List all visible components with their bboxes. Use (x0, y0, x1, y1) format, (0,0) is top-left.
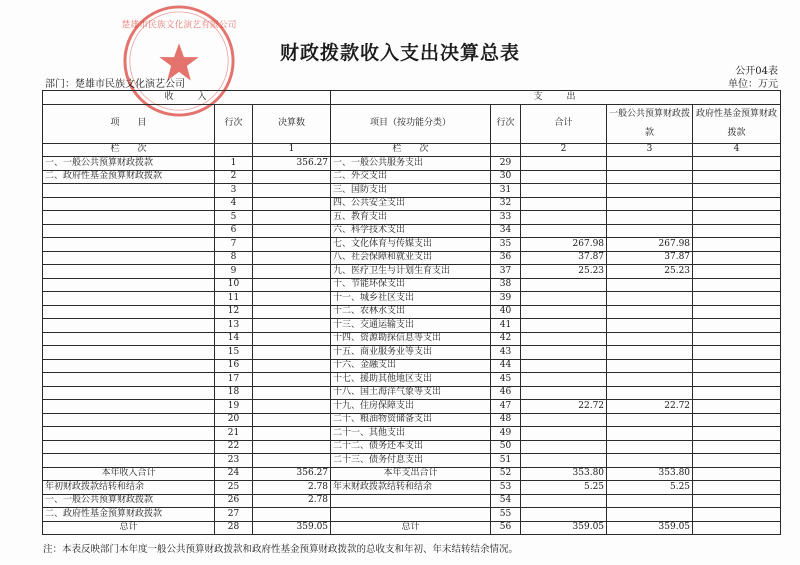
income-line-cell: 26 (215, 494, 253, 508)
expense-item-cell: 二十三、债务付息支出 (331, 454, 491, 468)
income-line-cell: 4 (215, 197, 253, 211)
expense-total-cell: 359.05 (521, 521, 607, 535)
table-row (43, 427, 781, 441)
income-item-cell: 一、一般公共预算财政拨款 (43, 157, 215, 171)
income-item-cell: 总计 (43, 521, 215, 535)
fund-budget-cell (693, 319, 781, 333)
footnote: 注：本表反映部门本年度一般公共预算财政拨款和政府性基金预算财政拨款的总收支和年初、年末结转结余情况。 (43, 544, 519, 555)
expense-item-cell: 总计 (331, 521, 491, 535)
expense-total-cell (521, 508, 607, 522)
general-budget-cell (607, 413, 693, 427)
expense-item-cell: 三、国防支出 (331, 184, 491, 198)
table-row (43, 211, 781, 225)
table-row (43, 521, 781, 535)
general-budget-cell: 25.23 (607, 265, 693, 279)
col-index-3: 3 (607, 143, 693, 157)
expense-line-cell: 44 (491, 359, 521, 373)
expense-total-cell: 22.72 (521, 400, 607, 414)
income-line-cell: 23 (215, 454, 253, 468)
col-index-1: 1 (253, 143, 331, 157)
expense-total-cell (521, 440, 607, 454)
budget-table (42, 90, 781, 535)
fund-budget-cell (693, 386, 781, 400)
expense-line-cell: 42 (491, 332, 521, 346)
general-budget-cell (607, 170, 693, 184)
income-amount-cell: 356.27 (253, 467, 331, 481)
item-func-header: 项目（按功能分类） (331, 104, 491, 143)
income-item-cell (43, 346, 215, 360)
income-amount-cell: 2.78 (253, 494, 331, 508)
expense-total-cell (521, 224, 607, 238)
expense-item-cell: 二十二、债务还本支出 (331, 440, 491, 454)
general-budget-cell (607, 319, 693, 333)
final-amount-header: 决算数 (253, 104, 331, 143)
table-row (43, 440, 781, 454)
fund-budget-cell (693, 197, 781, 211)
general-budget-cell: 353.80 (607, 467, 693, 481)
expense-item-cell: 十、节能环保支出 (331, 278, 491, 292)
expense-item-cell: 十九、住房保障支出 (331, 400, 491, 414)
income-line-cell: 21 (215, 427, 253, 441)
income-line-cell: 8 (215, 251, 253, 265)
income-amount-cell (253, 184, 331, 198)
expense-line-cell: 33 (491, 211, 521, 225)
income-line-cell: 13 (215, 319, 253, 333)
expense-line-cell: 54 (491, 494, 521, 508)
expense-total-cell (521, 454, 607, 468)
income-item-cell (43, 386, 215, 400)
expense-item-cell: 八、社会保障和就业支出 (331, 251, 491, 265)
fund-budget-cell (693, 481, 781, 495)
table-row (43, 454, 781, 468)
general-budget-cell (607, 454, 693, 468)
table-row (43, 238, 781, 252)
income-item-cell (43, 265, 215, 279)
fund-budget-header: 政府性基金预算财政拨款 (693, 104, 781, 143)
table-body (43, 157, 781, 535)
income-amount-cell (253, 238, 331, 252)
expense-line-cell: 47 (491, 400, 521, 414)
income-line-cell: 25 (215, 481, 253, 495)
income-amount-cell (253, 197, 331, 211)
income-amount-cell (253, 305, 331, 319)
department-label: 部门：楚雄市民族文化演艺公司 (45, 79, 185, 90)
table-row (43, 251, 781, 265)
income-item-cell (43, 332, 215, 346)
expense-line-cell: 55 (491, 508, 521, 522)
header-row-2 (43, 104, 781, 143)
expense-total-cell: 5.25 (521, 481, 607, 495)
expense-line-cell: 35 (491, 238, 521, 252)
expense-total-cell (521, 319, 607, 333)
expense-line-cell: 29 (491, 157, 521, 171)
expense-item-cell: 二、外交支出 (331, 170, 491, 184)
income-item-cell (43, 238, 215, 252)
table-row (43, 508, 781, 522)
fund-budget-cell (693, 211, 781, 225)
general-budget-cell: 267.98 (607, 238, 693, 252)
expense-total-cell (521, 386, 607, 400)
expense-line-cell: 53 (491, 481, 521, 495)
line-no-header: 行次 (215, 104, 253, 143)
general-budget-cell (607, 373, 693, 387)
income-item-cell (43, 278, 215, 292)
table-row (43, 481, 781, 495)
expense-total-cell: 37.87 (521, 251, 607, 265)
expense-line-cell: 56 (491, 521, 521, 535)
expense-item-cell: 六、科学技术支出 (331, 224, 491, 238)
expense-total-cell: 267.98 (521, 238, 607, 252)
expense-total-cell (521, 184, 607, 198)
col-label: 栏 次 (43, 143, 215, 157)
general-budget-cell (607, 427, 693, 441)
expense-line-cell: 45 (491, 373, 521, 387)
fund-budget-cell (693, 238, 781, 252)
table-row (43, 184, 781, 198)
expense-line-cell: 37 (491, 265, 521, 279)
expense-line-cell: 46 (491, 386, 521, 400)
fund-budget-cell (693, 251, 781, 265)
income-amount-cell (253, 278, 331, 292)
expense-total-cell (521, 292, 607, 306)
expense-item-cell: 十一、城乡社区支出 (331, 292, 491, 306)
expense-header: 支 出 (331, 91, 781, 105)
income-item-cell (43, 440, 215, 454)
income-amount-cell: 356.27 (253, 157, 331, 171)
expense-line-cell: 52 (491, 467, 521, 481)
income-amount-cell (253, 170, 331, 184)
expense-line-cell: 51 (491, 454, 521, 468)
fund-budget-cell (693, 224, 781, 238)
expense-total-cell (521, 346, 607, 360)
expense-item-cell: 年末财政拨款结转和结余 (331, 481, 491, 495)
general-budget-cell (607, 211, 693, 225)
income-amount-cell (253, 373, 331, 387)
fund-budget-cell (693, 454, 781, 468)
table-row (43, 292, 781, 306)
income-amount-cell (253, 427, 331, 441)
income-line-cell: 27 (215, 508, 253, 522)
income-amount-cell (253, 346, 331, 360)
expense-item-cell: 一、一般公共服务支出 (331, 157, 491, 171)
expense-item-cell: 十二、农林水支出 (331, 305, 491, 319)
income-item-cell (43, 224, 215, 238)
expense-total-cell: 353.80 (521, 467, 607, 481)
general-budget-cell: 37.87 (607, 251, 693, 265)
income-amount-cell (253, 292, 331, 306)
income-line-cell: 9 (215, 265, 253, 279)
expense-item-cell: 本年支出合计 (331, 467, 491, 481)
table-row (43, 494, 781, 508)
expense-item-cell: 二十、粮油物资储备支出 (331, 413, 491, 427)
income-line-cell: 19 (215, 400, 253, 414)
income-item-cell: 二、政府性基金预算财政拨款 (43, 508, 215, 522)
table-row (43, 332, 781, 346)
table-row (43, 373, 781, 387)
expense-total-cell (521, 494, 607, 508)
expense-item-cell: 五、教育支出 (331, 211, 491, 225)
income-item-cell: 本年收入合计 (43, 467, 215, 481)
fund-budget-cell (693, 521, 781, 535)
table-row (43, 278, 781, 292)
income-item-cell (43, 359, 215, 373)
income-item-cell (43, 454, 215, 468)
expense-line-cell: 34 (491, 224, 521, 238)
general-budget-cell (607, 508, 693, 522)
fund-budget-cell (693, 413, 781, 427)
income-line-cell: 5 (215, 211, 253, 225)
header-row-1 (43, 91, 781, 105)
fund-budget-cell (693, 157, 781, 171)
income-line-cell: 1 (215, 157, 253, 171)
income-line-cell: 15 (215, 346, 253, 360)
income-item-cell (43, 251, 215, 265)
income-item-cell (43, 373, 215, 387)
expense-line-cell: 39 (491, 292, 521, 306)
expense-total-cell (521, 413, 607, 427)
income-item-cell (43, 413, 215, 427)
income-line-cell: 24 (215, 467, 253, 481)
expense-item-cell: 二十一、其他支出 (331, 427, 491, 441)
income-line-cell: 6 (215, 224, 253, 238)
income-line-cell: 28 (215, 521, 253, 535)
income-item-cell: 一、一般公共预算财政拨款 (43, 494, 215, 508)
income-amount-cell (253, 440, 331, 454)
income-amount-cell (253, 413, 331, 427)
expense-total-cell (521, 211, 607, 225)
expense-total-cell: 25.23 (521, 265, 607, 279)
fund-budget-cell (693, 278, 781, 292)
fund-budget-cell (693, 440, 781, 454)
income-line-cell: 14 (215, 332, 253, 346)
expense-total-cell (521, 197, 607, 211)
table-row (43, 319, 781, 333)
fund-budget-cell (693, 467, 781, 481)
income-line-cell: 7 (215, 238, 253, 252)
column-index-row (43, 143, 781, 157)
general-budget-cell (607, 346, 693, 360)
col-index-2: 2 (521, 143, 607, 157)
income-amount-cell (253, 400, 331, 414)
fund-budget-cell (693, 427, 781, 441)
expense-item-cell: 九、医疗卫生与计划生育支出 (331, 265, 491, 279)
income-line-cell: 11 (215, 292, 253, 306)
expense-item-cell (331, 508, 491, 522)
expense-total-cell (521, 373, 607, 387)
table-row (43, 467, 781, 481)
income-item-cell (43, 319, 215, 333)
general-budget-cell: 359.05 (607, 521, 693, 535)
table-row (43, 170, 781, 184)
general-budget-cell (607, 494, 693, 508)
expense-line-cell: 43 (491, 346, 521, 360)
expense-total-cell (521, 332, 607, 346)
expense-item-cell: 十五、商业服务业等支出 (331, 346, 491, 360)
income-amount-cell: 359.05 (253, 521, 331, 535)
expense-item-cell: 十七、援助其他地区支出 (331, 373, 491, 387)
income-line-cell: 2 (215, 170, 253, 184)
fund-budget-cell (693, 332, 781, 346)
expense-line-cell: 41 (491, 319, 521, 333)
income-line-cell: 17 (215, 373, 253, 387)
general-budget-cell (607, 278, 693, 292)
general-budget-cell (607, 197, 693, 211)
expense-total-cell (521, 278, 607, 292)
expense-line-cell: 48 (491, 413, 521, 427)
expense-item-cell: 十三、交通运输支出 (331, 319, 491, 333)
general-budget-header: 一般公共预算财政拨款 (607, 104, 693, 143)
fund-budget-cell (693, 400, 781, 414)
income-amount-cell (253, 251, 331, 265)
income-amount-cell (253, 359, 331, 373)
expense-line-cell: 32 (491, 197, 521, 211)
income-line-cell: 3 (215, 184, 253, 198)
fund-budget-cell (693, 265, 781, 279)
income-item-cell (43, 184, 215, 198)
income-amount-cell (253, 319, 331, 333)
table-row (43, 400, 781, 414)
table-row (43, 346, 781, 360)
income-item-cell (43, 197, 215, 211)
fund-budget-cell (693, 305, 781, 319)
table-row (43, 386, 781, 400)
expense-item-cell: 十四、资源勘探信息等支出 (331, 332, 491, 346)
expense-line-cell: 36 (491, 251, 521, 265)
expense-item-cell: 四、公共安全支出 (331, 197, 491, 211)
expense-line-cell: 49 (491, 427, 521, 441)
income-amount-cell (253, 224, 331, 238)
income-amount-cell (253, 508, 331, 522)
expense-line-cell: 40 (491, 305, 521, 319)
line-no-header-2: 行次 (491, 104, 521, 143)
income-amount-cell (253, 211, 331, 225)
income-amount-cell (253, 332, 331, 346)
expense-total-cell (521, 157, 607, 171)
unit-label: 单位：万元 (728, 79, 778, 90)
general-budget-cell: 22.72 (607, 400, 693, 414)
general-budget-cell (607, 224, 693, 238)
fund-budget-cell (693, 359, 781, 373)
svg-text:楚雄市民族文化演艺有限公司: 楚雄市民族文化演艺有限公司 (121, 20, 237, 31)
fund-budget-cell (693, 346, 781, 360)
general-budget-cell (607, 359, 693, 373)
income-amount-cell (253, 454, 331, 468)
income-amount-cell: 2.78 (253, 481, 331, 495)
table-row (43, 305, 781, 319)
income-line-cell: 20 (215, 413, 253, 427)
table-row (43, 197, 781, 211)
col-index-4: 4 (693, 143, 781, 157)
fund-budget-cell (693, 373, 781, 387)
table-row (43, 265, 781, 279)
expense-total-cell (521, 170, 607, 184)
table-row (43, 413, 781, 427)
expense-line-cell: 50 (491, 440, 521, 454)
expense-total-cell (521, 427, 607, 441)
income-amount-cell (253, 386, 331, 400)
general-budget-cell (607, 157, 693, 171)
general-budget-cell (607, 184, 693, 198)
income-line-cell: 18 (215, 386, 253, 400)
income-amount-cell (253, 265, 331, 279)
table-row (43, 157, 781, 171)
income-item-cell (43, 292, 215, 306)
col-label-2: 栏 次 (331, 143, 491, 157)
fund-budget-cell (693, 494, 781, 508)
income-line-cell: 16 (215, 359, 253, 373)
table-row (43, 359, 781, 373)
income-header: 收 入 (43, 91, 331, 105)
income-item-cell (43, 400, 215, 414)
expense-item-cell (331, 494, 491, 508)
general-budget-cell: 5.25 (607, 481, 693, 495)
income-item-cell: 年初财政拨款结转和结余 (43, 481, 215, 495)
expense-item-cell: 七、文化体育与传媒支出 (331, 238, 491, 252)
table-row (43, 224, 781, 238)
general-budget-cell (607, 386, 693, 400)
income-line-cell: 22 (215, 440, 253, 454)
expense-line-cell: 38 (491, 278, 521, 292)
fund-budget-cell (693, 292, 781, 306)
expense-item-cell: 十六、金融支出 (331, 359, 491, 373)
item-header: 项 目 (43, 104, 215, 143)
expense-item-cell: 十八、国土海洋气象等支出 (331, 386, 491, 400)
general-budget-cell (607, 440, 693, 454)
report-title: 财政拨款收入支出决算总表 (279, 42, 520, 64)
general-budget-cell (607, 305, 693, 319)
expense-line-cell: 31 (491, 184, 521, 198)
general-budget-cell (607, 292, 693, 306)
form-number: 公开04表 (735, 66, 778, 77)
expense-total-cell (521, 305, 607, 319)
income-item-cell (43, 427, 215, 441)
expense-line-cell: 30 (491, 170, 521, 184)
income-item-cell (43, 305, 215, 319)
income-line-cell: 10 (215, 278, 253, 292)
income-item-cell: 二、政府性基金预算财政拨款 (43, 170, 215, 184)
fund-budget-cell (693, 170, 781, 184)
income-item-cell (43, 211, 215, 225)
total-header: 合计 (521, 104, 607, 143)
expense-total-cell (521, 359, 607, 373)
fund-budget-cell (693, 184, 781, 198)
income-line-cell: 12 (215, 305, 253, 319)
fund-budget-cell (693, 508, 781, 522)
general-budget-cell (607, 332, 693, 346)
